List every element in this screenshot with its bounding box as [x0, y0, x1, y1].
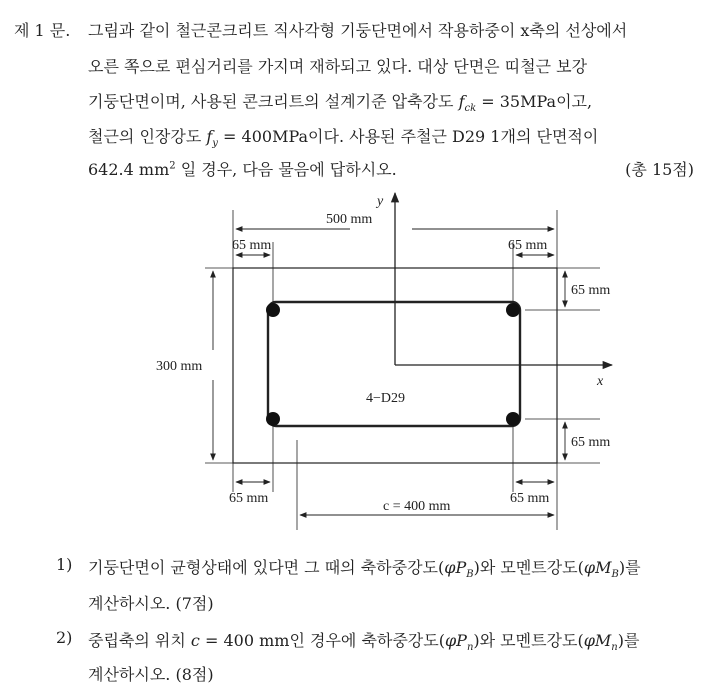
question-2-line-2: 계산하시오. (8점) [88, 665, 214, 684]
question-1-line-2: 계산하시오. (7점) [88, 594, 214, 613]
rebar-top-right [506, 303, 520, 317]
fck-symbol: f [458, 92, 465, 111]
top-left-cover-label: 65 mm [232, 238, 272, 253]
q1-phiPB-sub: B [466, 569, 474, 581]
rebar-area: 642.4 mm [88, 160, 170, 179]
q2-phiMn-sub: n [611, 642, 618, 654]
q1-text-a: 기둥단면이 균형상태에 있다면 그 때의 축하중강도( [88, 558, 445, 577]
fy-value: = 400MPa [223, 127, 309, 146]
x-axis-label: x [597, 374, 604, 389]
rebar-label: 4−D29 [366, 391, 406, 406]
rebar-bottom-right [506, 412, 520, 426]
q1-text-b: )와 모멘트강도( [473, 558, 584, 577]
rebar-bottom-left [266, 412, 280, 426]
q2-phiPn-sub: n [466, 642, 474, 654]
right-top-cover-label: 65 mm [571, 283, 611, 298]
tie-bar [268, 302, 520, 426]
top-right-cover-label: 65 mm [508, 238, 548, 253]
total-points: (총 15점) [625, 160, 694, 179]
q2-text-d: )를 [617, 631, 640, 650]
q1-text-c: )를 [618, 558, 641, 577]
fy-symbol: f [206, 127, 213, 146]
height-label: 300 mm [156, 359, 203, 374]
line3-text-a: 기둥단면이며, 사용된 콘크리트의 설계기준 압축강도 [88, 92, 454, 111]
line5-text: 일 경우, 다음 물음에 답하시오. [180, 160, 397, 179]
right-bottom-cover-label: 65 mm [571, 435, 611, 450]
q1-phiMB-sub: B [611, 569, 619, 581]
line3-text-b: 이고, [556, 92, 593, 111]
line4-text-a: 철근의 인장강도 [88, 127, 202, 146]
bottom-left-cover-label: 65 mm [229, 491, 269, 506]
q2-text-a: 중립축의 위치 [88, 631, 186, 650]
q2-text-c: )와 모멘트강도( [473, 631, 584, 650]
q2-phiMn: φM [583, 631, 612, 650]
rebar-area-exp: 2 [169, 160, 176, 172]
fy-subscript: y [212, 138, 218, 150]
problem-number: 제 1 문. [14, 21, 71, 40]
fck-value: = 35MPa [481, 92, 557, 111]
q2-text-b: = 400 mm인 경우에 축하중강도( [204, 631, 445, 650]
width-label: 500 mm [326, 212, 373, 227]
question-1-line-1 [88, 555, 641, 580]
bottom-right-cover-label: 65 mm [510, 491, 550, 506]
line4-text-b: 이다. 사용된 주철근 D29 1개의 단면적이 [308, 127, 599, 146]
fck-subscript: ck [464, 103, 477, 115]
question-2-number: 2) [56, 628, 73, 647]
y-axis-label: y [377, 194, 384, 209]
q1-phiMB: φM [583, 558, 612, 577]
q2-c-var: c [190, 631, 200, 650]
q1-phiPB: φP [444, 558, 467, 577]
question-2-line-1 [88, 628, 639, 653]
problem-line-1: 그림과 같이 철근콘크리트 직사각형 기둥단면에서 작용하중이 x축의 선상에서 [88, 21, 628, 40]
problem-line-2: 오른 쪽으로 편심거리를 가지며 재하되고 있다. 대상 단면은 띠철근 보강 [88, 57, 588, 76]
q2-phiPn: φP [444, 631, 467, 650]
rebar-top-left [266, 303, 280, 317]
c-label: c = 400 mm [383, 499, 451, 514]
question-1-number: 1) [56, 555, 73, 574]
